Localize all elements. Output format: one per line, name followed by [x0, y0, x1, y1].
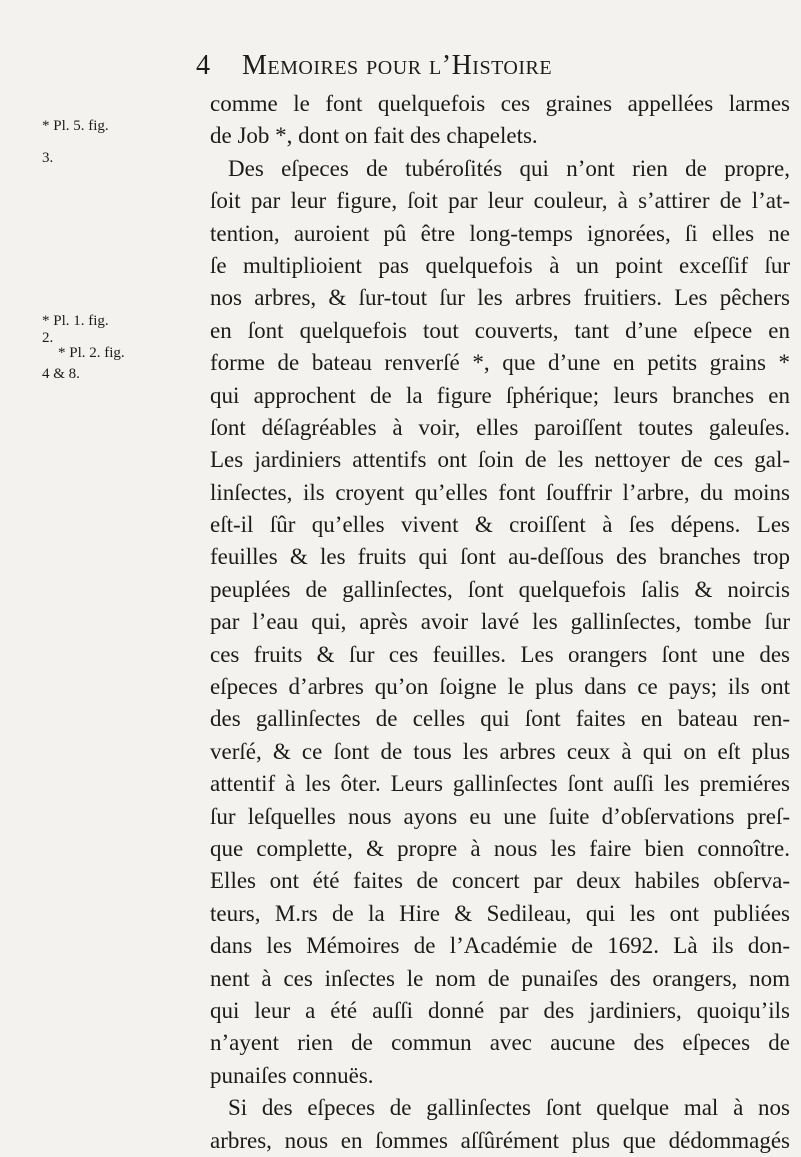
text-line: Si des eſpeces de gallinſectes ſont quelque mal à nos [228, 1095, 790, 1121]
text-line: n’ayent rien de commun avec aucune des eſpeces de [210, 1030, 790, 1056]
text-line: forme de bateau renverſé *, que d’une en petits grains * [210, 350, 790, 376]
text-line: attentif à les ôter. Leurs gallinſectes ſont auſſi les premiéres [210, 771, 790, 797]
text-line: peuplées de gallinſectes, ſont quelquefois ſalis & noircis [210, 576, 790, 602]
text-line: dans les Mémoires de l’Académie de 1692. Là ils don- [210, 933, 790, 959]
text-line: Les jardiniers attentifs ont ſoin de les nettoyer de ces gal- [210, 447, 790, 473]
text-line: Des eſpeces de tubéroſités qui n’ont rien de propre, [228, 155, 790, 181]
margin-note: 3. [42, 150, 54, 166]
text-line: ſur leſquelles nous ayons eu une ſuite d’obſervations preſ- [210, 803, 790, 829]
text-line: punaiſes connuës. [210, 1062, 374, 1088]
text-line: nos arbres, & ſur-tout ſur les arbres fruitiers. Les pêchers [210, 285, 790, 311]
text-line: ces fruits & ſur ces feuilles. Les orangers ſont une des [210, 641, 790, 667]
text-line: eſt-il ſûr qu’elles vivent & croiſſent à ſes dépens. Les [210, 512, 790, 538]
text-line: en ſont quelquefois tout couverts, tant d’une eſpece en [210, 317, 790, 343]
margin-note: 4 & 8. [42, 366, 80, 382]
text-line: feuilles & les fruits qui ſont au-deſſous des branches trop [210, 544, 790, 570]
text-line: par l’eau qui, après avoir lavé les gallinſectes, tombe ſur [210, 609, 790, 635]
text-line: ſont déſagréables à voir, elles paroiſſent toutes galeuſes. [210, 414, 790, 440]
text-line: ſe multiplioient pas quelquefois à un point exceſſif ſur [210, 252, 790, 278]
text-line: linſectes, ils croyent qu’elles font ſouffrir l’arbre, du moins [210, 479, 790, 505]
text-line: des gallinſectes de celles qui ſont faites en bateau ren- [210, 706, 790, 732]
margin-note: * Pl. 2. fig. [58, 345, 125, 361]
text-line: eſpeces d’arbres qu’on ſoigne le plus dans ce pays; ils ont [210, 674, 790, 700]
text-line: que complette, & propre à nous les faire bien connoître. [210, 835, 790, 861]
text-line: tention, auroient pû être long-temps ignorées, ſi elles ne [210, 220, 790, 246]
margin-note: * Pl. 5. fig. [42, 118, 109, 134]
running-header [196, 50, 786, 90]
text-line: arbres, nous en ſommes aſſûrément plus que dédommagés [210, 1127, 790, 1153]
text-line: qui leur a été auſſi donné par des jardiniers, quoiqu’ils [210, 997, 790, 1023]
text-line: Elles ont été faites de concert par deux habiles obſerva- [210, 868, 790, 894]
text-line: verſé, & ce ſont de tous les arbres ceux à qui on eſt plus [210, 738, 790, 764]
text-line: nent à ces inſectes le nom de punaiſes des orangers, nom [210, 965, 790, 991]
margin-notes [0, 0, 205, 1156]
margin-note: * Pl. 1. fig. [42, 313, 109, 329]
margin-note: 2. [42, 330, 54, 346]
text-line: de Job *, dont on fait des chapelets. [210, 123, 538, 149]
page-number: 4 [196, 50, 211, 81]
text-line: teurs, M.rs de la Hire & Sedileau, qui les ont publiées [210, 900, 790, 926]
body-text [210, 88, 790, 1157]
text-line: comme le font quelquefois ces graines appellées larmes [210, 91, 790, 116]
text-line: ſoit par leur figure, ſoit par leur couleur, à s’attirer de l’at- [210, 188, 790, 214]
running-title: Memoires pour l’Histoire [242, 50, 553, 81]
text-line: qui approchent de la figure ſphérique; leurs branches en [210, 382, 790, 408]
